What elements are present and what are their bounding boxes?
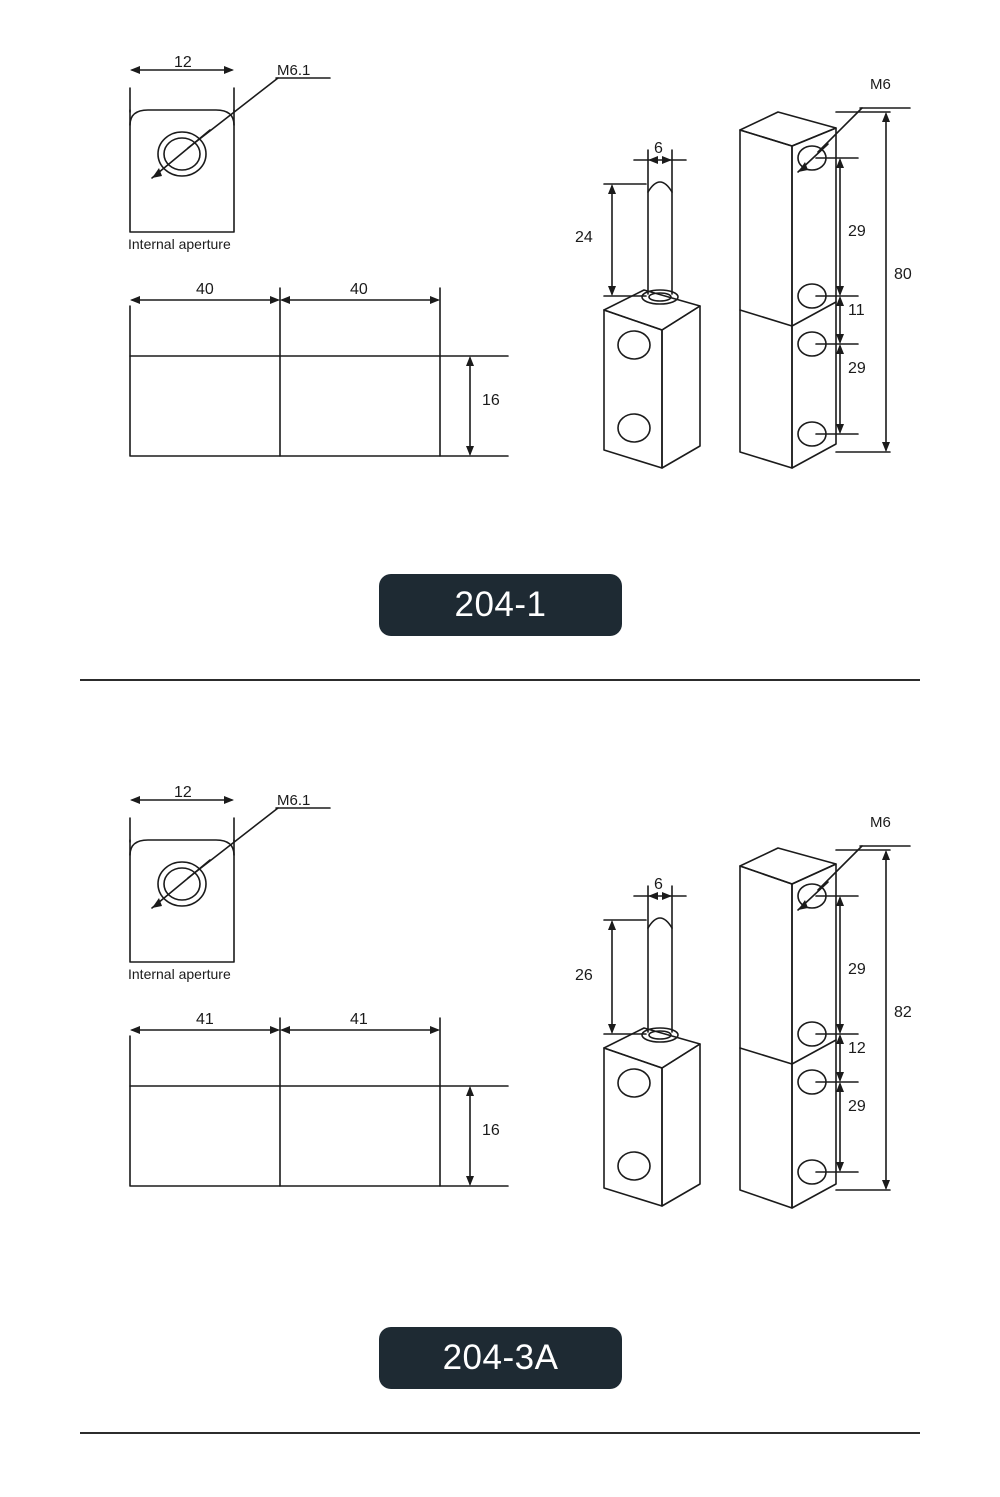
label-thread-m61: M6.1 bbox=[277, 792, 311, 809]
label-thread-m6: M6 bbox=[870, 76, 891, 93]
dim-plan-left: 40 bbox=[196, 281, 214, 298]
dim-post-top: 29 bbox=[848, 223, 866, 240]
dim-post-overall: 82 bbox=[894, 1004, 912, 1021]
dim-plan-height: 16 bbox=[482, 1122, 500, 1139]
dim-plan-right: 40 bbox=[350, 281, 368, 298]
dim-front-width: 12 bbox=[174, 784, 192, 801]
dim-plan-left: 41 bbox=[196, 1011, 214, 1028]
drawing-panel-204-1 bbox=[0, 0, 1000, 690]
dim-post-mid: 11 bbox=[848, 302, 865, 319]
dim-rod-diameter: 6 bbox=[654, 140, 663, 157]
section-divider-1 bbox=[80, 679, 920, 681]
drawing-panel-204-3a bbox=[0, 730, 1000, 1497]
panel-2-drawings bbox=[0, 730, 1000, 1290]
dim-front-width: 12 bbox=[174, 54, 192, 71]
dim-rod-length: 24 bbox=[575, 229, 593, 246]
dim-post-bottom: 29 bbox=[848, 1098, 866, 1115]
caption-internal-aperture: Internal aperture bbox=[128, 236, 231, 252]
model-badge-204-3a: 204-3A bbox=[379, 1327, 622, 1389]
panel-1-drawings bbox=[0, 0, 1000, 560]
label-thread-m6: M6 bbox=[870, 814, 891, 831]
dim-rod-diameter: 6 bbox=[654, 876, 663, 893]
dim-post-mid: 12 bbox=[848, 1040, 866, 1057]
dim-plan-right: 41 bbox=[350, 1011, 368, 1028]
model-badge-204-1: 204-1 bbox=[379, 574, 622, 636]
dim-post-top: 29 bbox=[848, 961, 866, 978]
dim-rod-length: 26 bbox=[575, 967, 593, 984]
section-divider-2 bbox=[80, 1432, 920, 1434]
caption-internal-aperture: Internal aperture bbox=[128, 966, 231, 982]
label-thread-m61: M6.1 bbox=[277, 62, 311, 79]
dim-plan-height: 16 bbox=[482, 392, 500, 409]
dim-post-bottom: 29 bbox=[848, 360, 866, 377]
dim-post-overall: 80 bbox=[894, 266, 912, 283]
